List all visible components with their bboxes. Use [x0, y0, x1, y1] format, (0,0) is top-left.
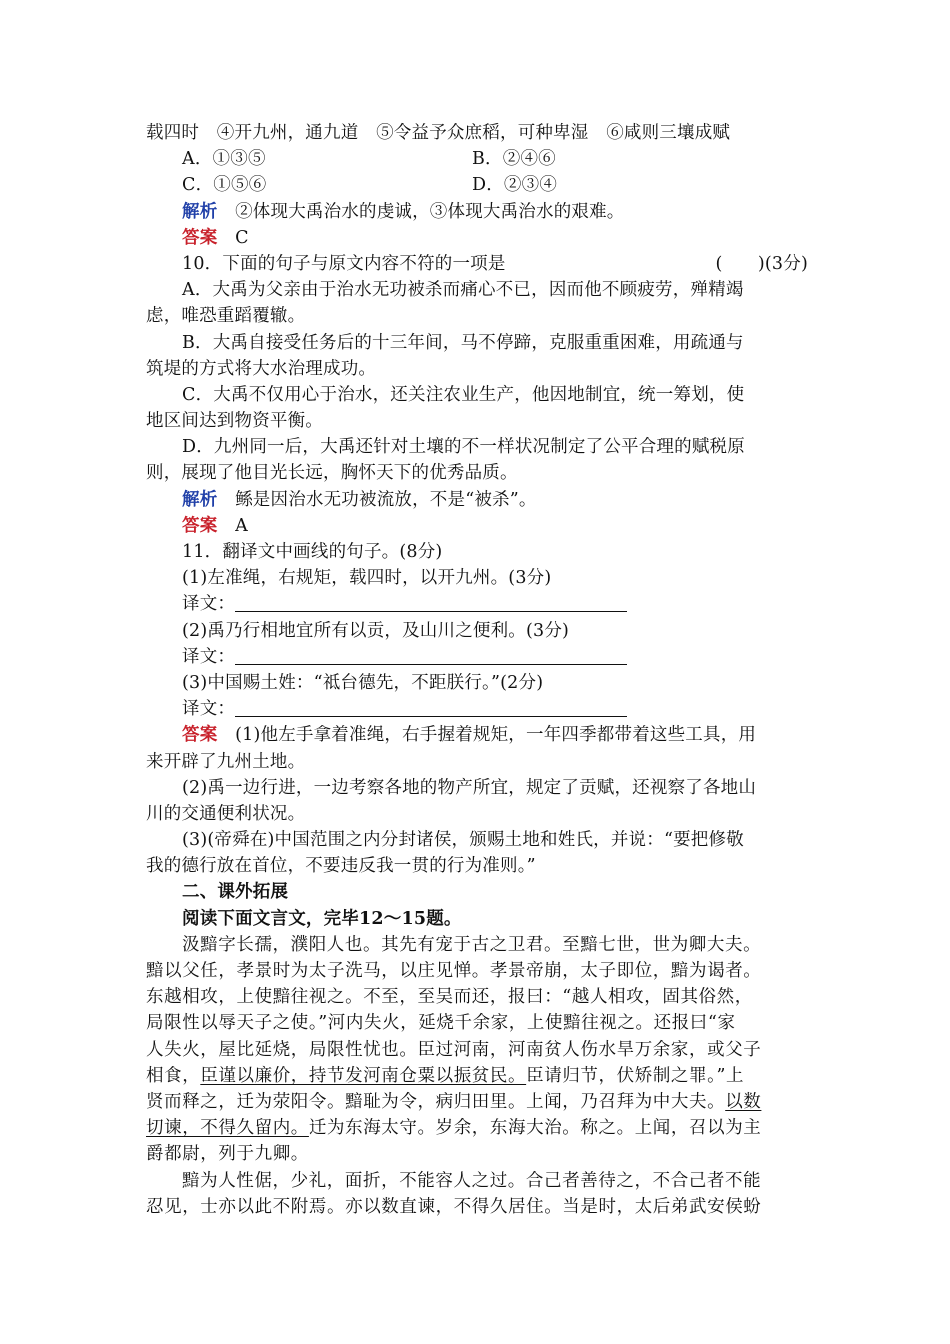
section-title: 二、课外拓展	[182, 882, 289, 903]
translation-label: 译文：	[182, 699, 236, 720]
analysis-text: ②体现大禹治水的虔诚，③体现大禹治水的艰难。	[235, 201, 625, 222]
answer-label: 答案	[182, 227, 218, 248]
analysis-text: 鲧是因治水无功被流放，不是“被杀”。	[235, 489, 537, 510]
q11-answer-2a: (2)禹一边行进，一边考察各地的物产所宜，规定了贡赋，还视察了各地山	[182, 777, 757, 798]
passage-line	[146, 1115, 808, 1141]
q10-score: ( )(3分)	[715, 253, 808, 274]
q10-option-b-line1: B．大禹自接受任务后的十三年间，马不停蹄，克服重重困难，用疏通与	[182, 332, 744, 353]
passage-line: 黯为人性倨，少礼，面折，不能容人之过。合己者善待之，不合己者不能	[182, 1170, 762, 1191]
passage-line: 爵都尉，列于九卿。	[146, 1144, 309, 1165]
analysis-label: 解析	[182, 201, 218, 222]
q10-stem	[146, 251, 808, 277]
q10-answer	[146, 513, 808, 539]
analysis-label: 解析	[182, 489, 218, 510]
q11-translation-2	[146, 644, 808, 670]
answer-text: (1)他左手拿着准绳，右手握着规矩，一年四季都带着这些工具，用	[235, 725, 757, 746]
classical-passage	[146, 932, 808, 1220]
q11-sentence-3: (3)中国赐土姓：“祗台德先，不距朕行。”(2分)	[182, 672, 544, 693]
underlined-sentence: 臣谨以廉价，持节发河南仓粟以振贫民。	[200, 1065, 527, 1086]
translation-label: 译文：	[182, 646, 236, 667]
q11-answer-1b: 来开辟了九州土地。	[146, 751, 306, 772]
q10-option-d-line1: D．九州同一后，大禹还针对土壤的不一样状况制定了公平合理的赋税原	[182, 437, 745, 458]
q9-options-row-2	[146, 172, 808, 198]
document-page	[146, 120, 808, 1220]
q9-option-a: A．①③⑤	[182, 149, 266, 170]
q9-continued-line: 载四时 ④开九州，通九道 ⑤令益予众庶稻，可种卑湿 ⑥咸则三壤成赋	[146, 123, 731, 143]
q10-option-c-line2: 地区间达到物资平衡。	[146, 411, 323, 432]
passage-text: 贤而释之，迁为荥阳令。黯耻为令，病归田里。上闻，乃召拜为中大夫。	[146, 1091, 726, 1112]
q9-option-c: C．①⑤⑥	[182, 175, 267, 196]
q10-option-b-line2: 筑堤的方式将大水治理成功。	[146, 358, 377, 379]
q9-analysis	[146, 199, 808, 225]
q10-stem-text: 10．下面的句子与原文内容不符的一项是	[182, 253, 506, 274]
passage-text: 臣请归节，伏矫制之罪。”上	[526, 1065, 745, 1086]
q10-option-d-line2: 则，展现了他目光长远，胸怀天下的优秀品质。	[146, 463, 518, 484]
underlined-sentence: 以数	[725, 1091, 762, 1112]
passage-line: 人失火，屋比延烧，局限性忧也。臣过河南，河南贫人伤水旱万余家，或父子	[146, 1039, 762, 1060]
q9-option-b: B．②④⑥	[472, 149, 556, 170]
answer-label: 答案	[182, 725, 218, 746]
q11-answer-2b: 川的交通便利状况。	[146, 803, 306, 824]
q10-option-c-line1: C．大禹不仅用心于治水，还关注农业生产，他因地制宜，统一筹划，使	[182, 384, 745, 405]
q9-option-d: D．②③④	[472, 175, 558, 196]
translation-blank-1[interactable]	[235, 592, 627, 612]
q11-sentence-1: (1)左准绳，右规矩，载四时，以开九州。(3分)	[182, 568, 552, 589]
passage-line: 黯以父任，孝景时为太子洗马，以庄见惮。孝景帝崩，太子即位，黯为谒者。	[146, 961, 762, 981]
q11-translation-1	[146, 591, 808, 617]
q10-analysis	[146, 487, 808, 513]
q11-sentence-2: (2)禹乃行相地宜所有以贡，及山川之便利。(3分)	[182, 620, 570, 641]
passage-line: 局限性以辱天子之使。”河内失火，延烧千余家，上使黯往视之。还报曰“家	[146, 1013, 736, 1034]
passage-line: 汲黯字长孺，濮阳人也。其先有宠于古之卫君。至黯七世，世为卿大夫。	[182, 934, 762, 955]
q10-option-a-line2: 虑，唯恐重蹈覆辙。	[146, 306, 306, 327]
q11-answer-3b: 我的德行放在首位，不要违反我一贯的行为准则。”	[146, 856, 536, 877]
passage-line	[146, 1089, 808, 1115]
passage-line: 忍见，士亦以此不附焉。亦以数直谏，不得久居住。当是时，太后弟武安侯蚡	[146, 1196, 762, 1217]
passage-line	[146, 1063, 808, 1089]
translation-blank-2[interactable]	[235, 645, 627, 665]
q11-translation-3	[146, 696, 808, 722]
q10-option-a-line1: A．大禹为父亲由于治水无功被杀而痛心不已，因而他不顾疲劳，殚精竭	[182, 280, 744, 301]
passage-line: 东越相攻，上使黯往视之。不至，至吴而还，报曰：“越人相攻，固其俗然，	[146, 987, 753, 1008]
section-instruction: 阅读下面文言文，完毕12～15题。	[182, 908, 462, 929]
q11-answer-1a	[146, 722, 808, 748]
q9-options-row-1	[146, 146, 808, 172]
passage-text: 相食，	[146, 1065, 201, 1086]
q11-stem: 11．翻译文中画线的句子。(8分)	[182, 542, 443, 562]
answer-label: 答案	[182, 515, 218, 536]
passage-text: 迁为东海太守。岁余，东海大治。称之。上闻，召以为主	[308, 1118, 762, 1139]
translation-label: 译文：	[182, 594, 236, 615]
underlined-sentence: 切谏，不得久留内。	[146, 1118, 309, 1139]
translation-blank-3[interactable]	[235, 697, 627, 717]
answer-text: A	[235, 515, 248, 536]
q11-answer-3a: (3)(帝舜在)中国范围之内分封诸侯，颁赐土地和姓氏，并说：“要把修敬	[182, 830, 744, 851]
q9-answer	[146, 225, 808, 251]
answer-text: C	[235, 227, 249, 248]
